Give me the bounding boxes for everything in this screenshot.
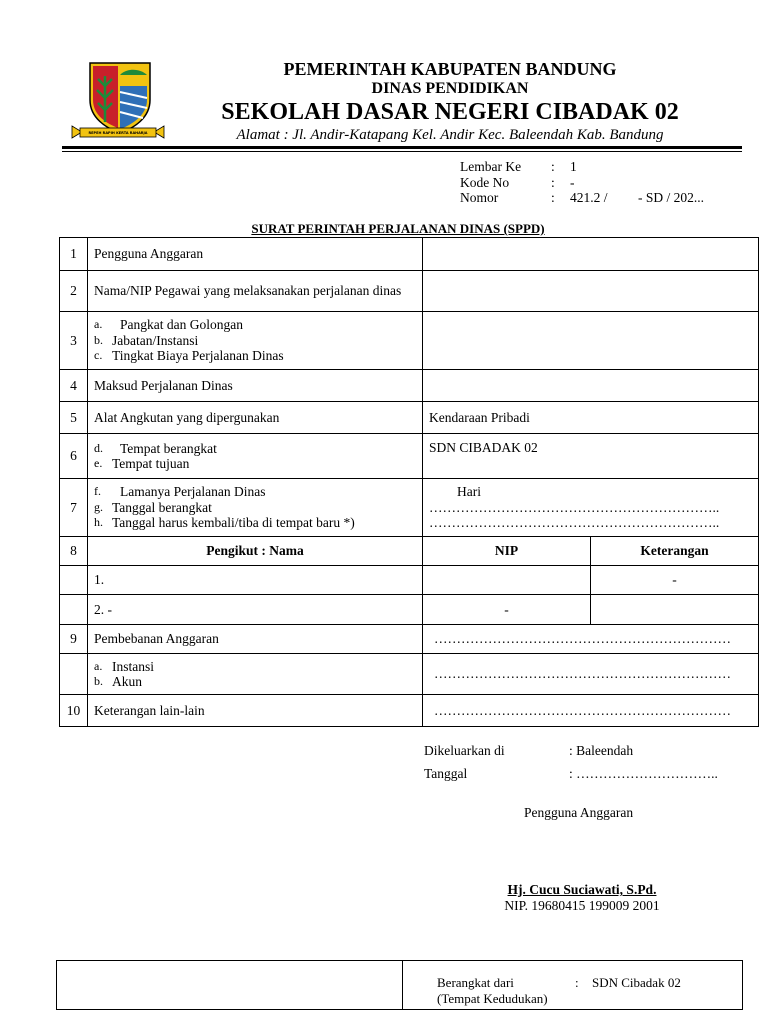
- row-label: Nama/NIP Pegawai yang melaksanakan perjalanan dinas: [88, 271, 423, 312]
- item-letter: f.: [94, 484, 101, 499]
- date-label: Tanggal: [424, 766, 468, 781]
- item-letter: h.: [94, 515, 103, 530]
- table-row: [60, 654, 759, 695]
- budget-value[interactable]: …………………………………………………………: [423, 625, 759, 654]
- header-divider-thin: [62, 151, 742, 152]
- row-number: 5: [60, 402, 88, 434]
- header-school-name: SEKOLAH DASAR NEGERI CIBADAK 02: [221, 99, 679, 125]
- regency-logo: [68, 62, 168, 144]
- row-number: 10: [60, 695, 88, 727]
- row-value-field[interactable]: [423, 271, 759, 312]
- follower-notes[interactable]: [591, 595, 759, 625]
- sppd-table: [59, 237, 759, 727]
- kode-value: -: [570, 174, 575, 190]
- table-row: [60, 595, 759, 625]
- table-row: [60, 271, 759, 312]
- row-number: 1: [60, 238, 88, 271]
- kode-colon: :: [551, 174, 555, 190]
- lembar-value: 1: [570, 159, 577, 174]
- item-text: Tempat berangkat: [120, 440, 217, 456]
- issued-at-value: : Baleendah: [569, 743, 634, 758]
- follower-notes[interactable]: -: [591, 566, 759, 595]
- transport-value[interactable]: Kendaraan Pribadi: [423, 402, 759, 434]
- table-row: [60, 402, 759, 434]
- nomor-label: Nomor: [460, 190, 499, 205]
- follower-name[interactable]: 1.: [88, 566, 423, 595]
- issued-at-label: Dikeluarkan di: [424, 743, 505, 758]
- row-label: Pembebanan Anggaran: [88, 625, 423, 654]
- table-row: [60, 370, 759, 402]
- item-text: Jabatan/Instansi: [112, 332, 199, 348]
- row-label: Keterangan lain-lain: [88, 695, 423, 727]
- departure-left-cell: [57, 961, 403, 1010]
- item-letter: c.: [94, 348, 103, 363]
- follower-notes-header: Keterangan: [591, 537, 759, 566]
- depart-from-label: Berangkat dari: [437, 975, 514, 990]
- document-title: SURAT PERINTAH PERJALANAN DINAS (SPPD): [251, 221, 545, 236]
- row-label-list: [88, 312, 423, 370]
- header-department: DINAS PENDIDIKAN: [371, 80, 529, 97]
- nomor-suffix: - SD / 202...: [638, 190, 705, 205]
- table-row: [60, 625, 759, 654]
- depart-colon: :: [575, 975, 579, 990]
- item-text: Tempat tujuan: [112, 456, 190, 471]
- item-text: Pangkat dan Golongan: [120, 317, 243, 333]
- row-value-field[interactable]: [423, 238, 759, 271]
- row-number: 8: [60, 537, 88, 566]
- row-number: 7: [60, 479, 88, 537]
- row-number: 6: [60, 434, 88, 479]
- item-letter: b.: [94, 674, 103, 688]
- nomor-value: 421.2 /: [570, 190, 608, 205]
- table-row: [60, 566, 759, 595]
- row-number: 2: [60, 271, 88, 312]
- item-letter: d.: [94, 440, 103, 455]
- departure-date-dots: ………………………………………………………..: [429, 499, 720, 515]
- return-date-dots: ………………………………………………………..: [429, 515, 720, 531]
- departure-right-cell: [403, 961, 743, 1010]
- meta-block: [460, 159, 740, 207]
- nomor-colon: :: [551, 190, 555, 205]
- row-number: 3: [60, 312, 88, 370]
- item-text: Lamanya Perjalanan Dinas: [120, 484, 266, 500]
- row-label-list: [88, 654, 423, 695]
- table-row: [60, 312, 759, 370]
- table-row: [60, 537, 759, 566]
- lembar-label: Lembar Ke: [460, 159, 522, 174]
- depart-from-value[interactable]: SDN Cibadak 02: [592, 975, 681, 990]
- signer-nip: NIP. 19680415 199009 2001: [504, 898, 660, 913]
- logo-ribbon-text: REPEH RAPIH KERTA RAHARJA: [88, 131, 148, 135]
- item-text: Tanggal harus kembali/tiba di tempat baru *): [112, 515, 355, 531]
- departure-place-value[interactable]: SDN CIBADAK 02: [423, 434, 759, 479]
- signer-name: Hj. Cucu Suciawati, S.Pd.: [507, 882, 657, 897]
- row-number: 4: [60, 370, 88, 402]
- row-label: Pengguna Anggaran: [88, 238, 423, 271]
- table-row: [60, 479, 759, 537]
- item-letter: a.: [94, 658, 103, 673]
- other-notes-value[interactable]: …………………………………………………………: [423, 695, 759, 727]
- header-divider-thick: [62, 146, 742, 149]
- row-label-list: [88, 479, 423, 537]
- follower-nip[interactable]: -: [423, 595, 591, 625]
- date-value: : …………………………..: [569, 766, 718, 781]
- item-letter: g.: [94, 499, 103, 514]
- signer-role: Pengguna Anggaran: [524, 805, 634, 820]
- header-government: PEMERINTAH KABUPATEN BANDUNG: [283, 59, 617, 79]
- departure-section: [56, 960, 743, 1010]
- item-text: Instansi: [112, 658, 154, 674]
- item-letter: e.: [94, 456, 103, 470]
- header-address: Alamat : Jl. Andir-Katapang Kel. Andir Kec. Baleendah Kab. Bandung: [236, 127, 664, 143]
- kode-label: Kode No: [460, 174, 510, 190]
- item-letter: b.: [94, 332, 103, 347]
- row-label-list: [88, 434, 423, 479]
- row-label: Alat Angkutan yang dipergunakan: [88, 402, 423, 434]
- row-value-field[interactable]: [423, 370, 759, 402]
- follower-nip[interactable]: [423, 566, 591, 595]
- item-text: Tanggal berangkat: [112, 499, 212, 515]
- item-text: Tingkat Biaya Perjalanan Dinas: [112, 348, 284, 364]
- duration-values[interactable]: [423, 479, 759, 537]
- lembar-colon: :: [551, 159, 555, 174]
- item-letter: a.: [94, 317, 103, 332]
- duration-days: Hari: [457, 484, 481, 500]
- table-row: [60, 434, 759, 479]
- depart-from-sublabel: (Tempat Kedudukan): [437, 991, 548, 1006]
- item-text: Akun: [112, 674, 142, 689]
- row-label: Maksud Perjalanan Dinas: [88, 370, 423, 402]
- follower-nip-header: NIP: [423, 537, 591, 566]
- row-number: 9: [60, 625, 88, 654]
- agency-account-value[interactable]: …………………………………………………………: [423, 654, 759, 695]
- table-row: [60, 238, 759, 271]
- table-row: [60, 695, 759, 727]
- follower-name-header: Pengikut : Nama: [88, 537, 423, 566]
- row-value-field[interactable]: [423, 312, 759, 370]
- follower-name[interactable]: 2. -: [88, 595, 423, 625]
